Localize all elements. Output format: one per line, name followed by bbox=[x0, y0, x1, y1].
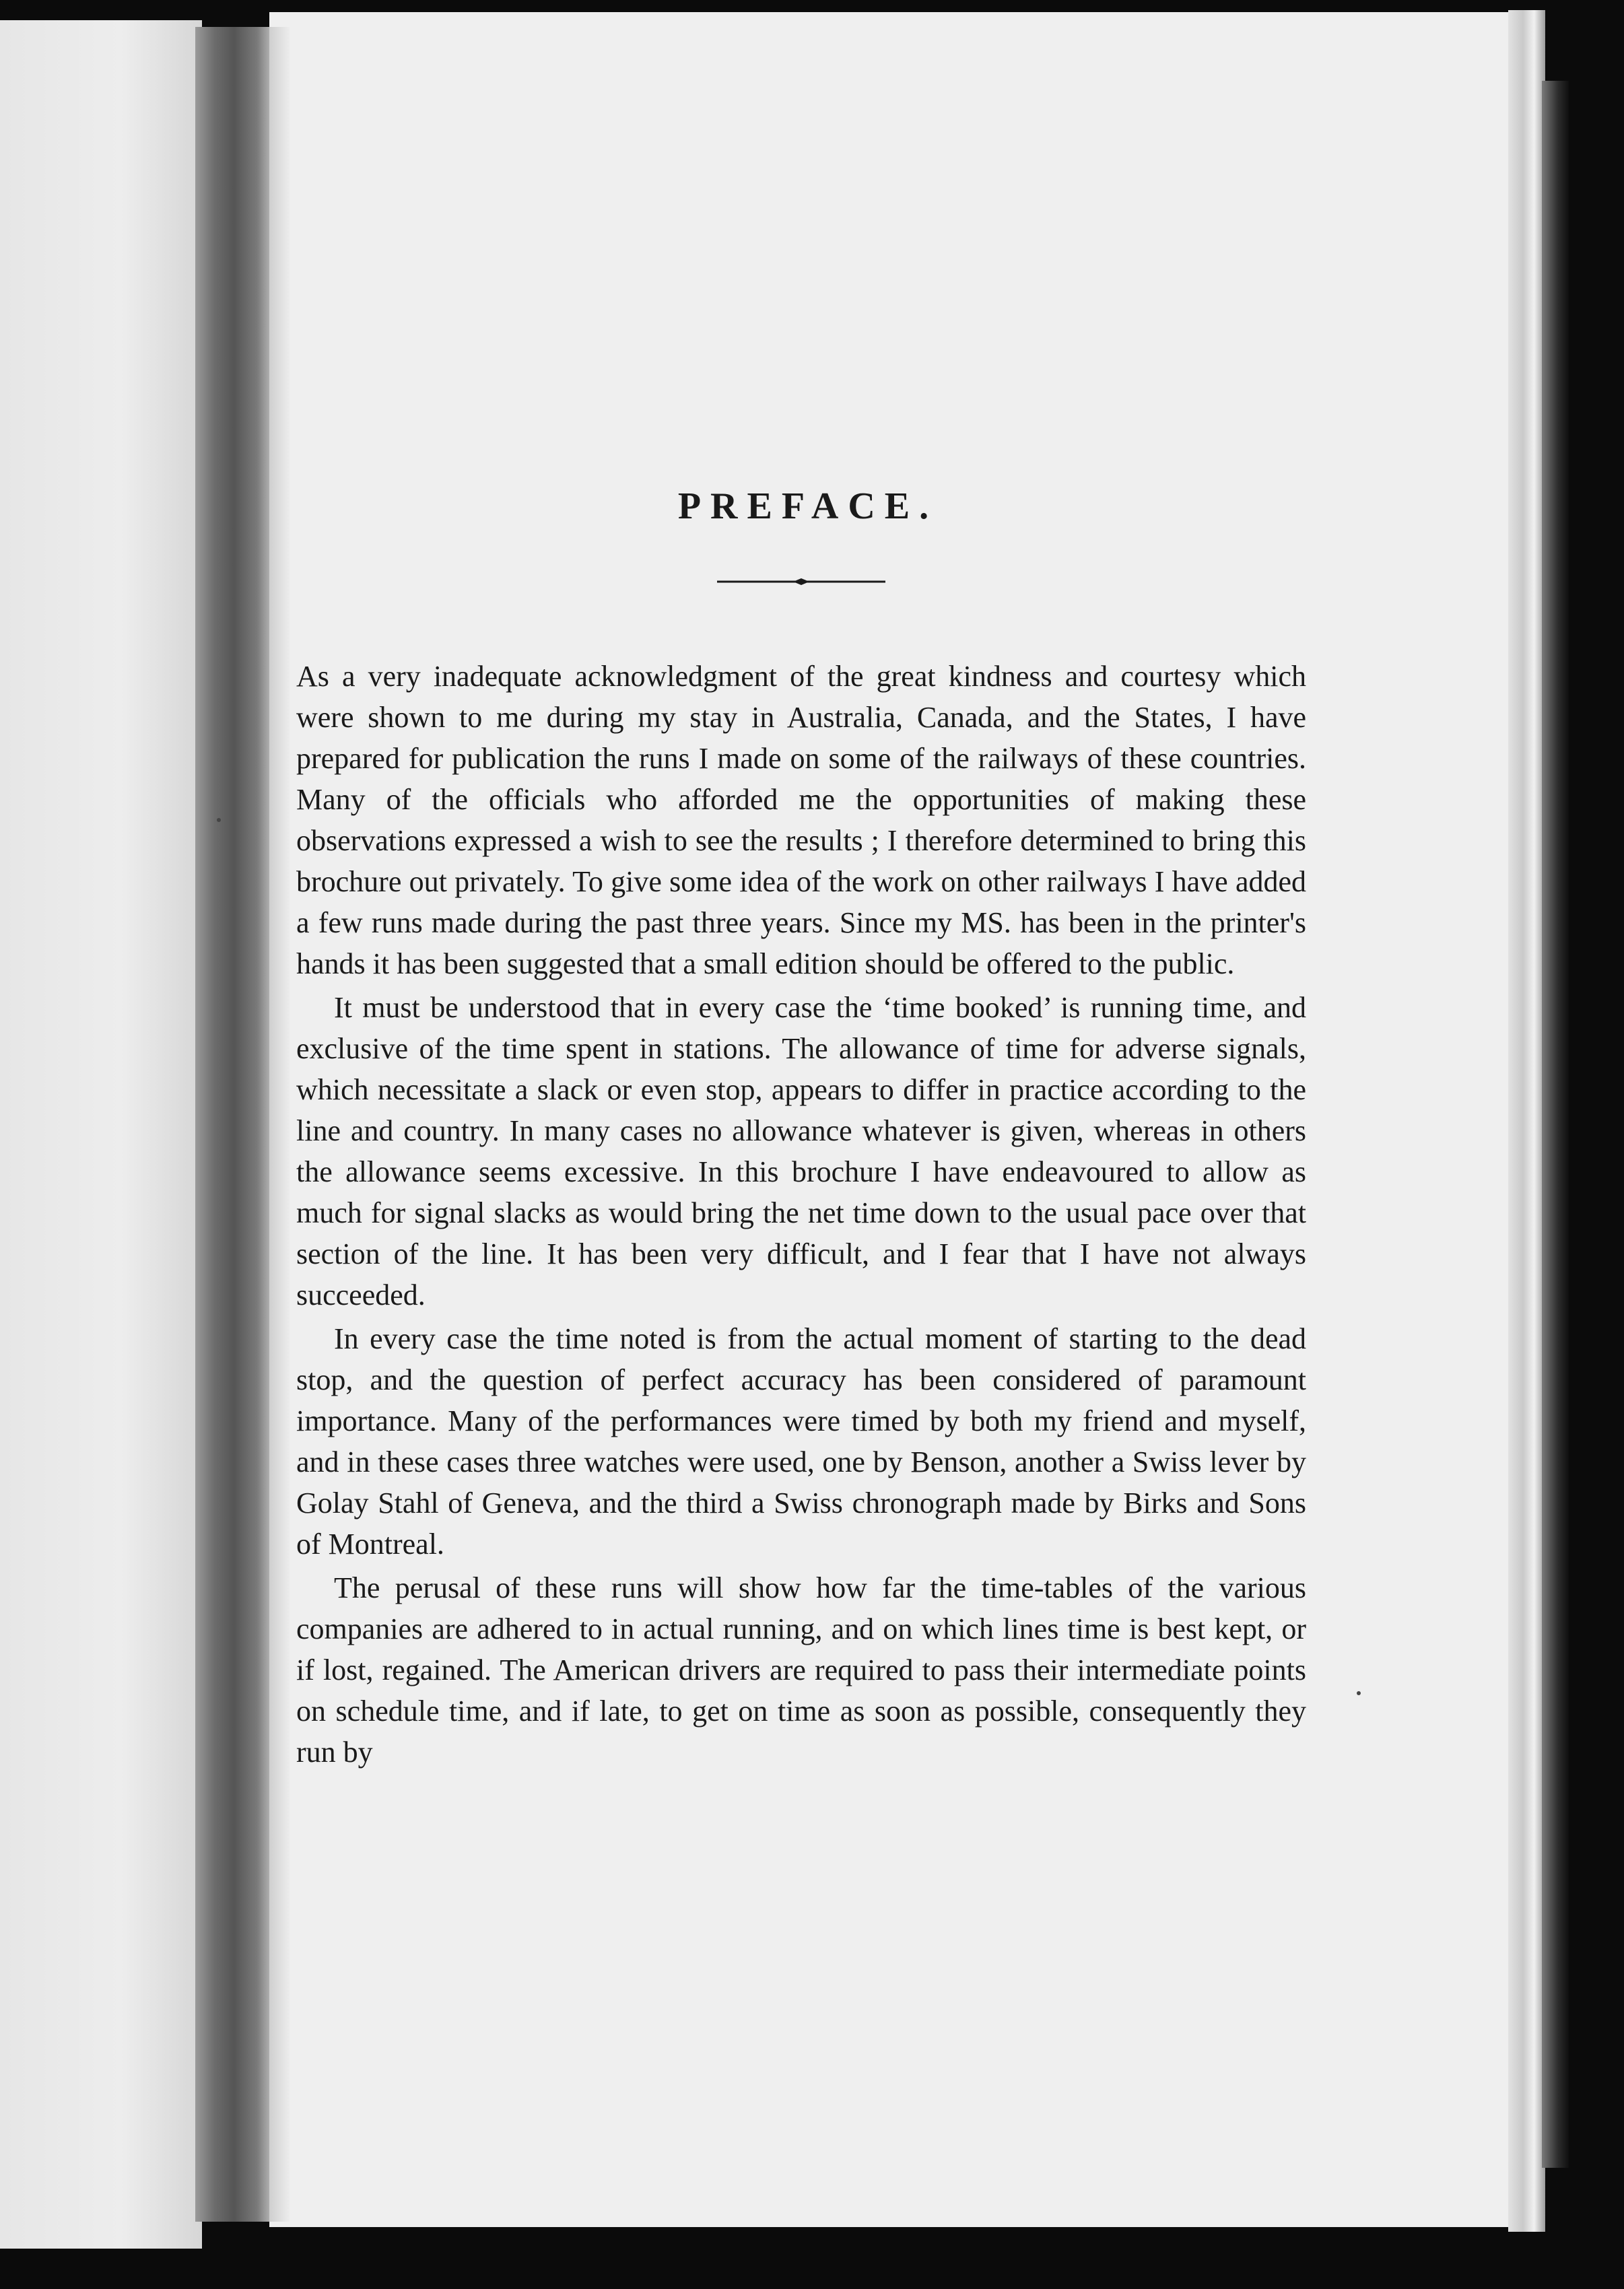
preface-paragraph-1: As a very inadequate acknowledgment of the great kindness and courtesy which were shown to me during my stay in Australia, Canada, and the States, I have prepared for publication the runs I made on some of the railways of these countries. Many of the officials who afforded me the opportunities of making these observations expressed a wish to see the results ; I therefore determined to bring this brochure out privately. To give some idea of the work on other railways I have added a few runs made during the past three years. Since my MS. has been in the printer's hands it has been suggested that a small edition should be offered to the public. bbox=[296, 660, 1306, 980]
page-title: PREFACE. bbox=[677, 485, 939, 527]
preface-paragraph-4: The perusal of these runs will show how far the time-tables of the various companies are adhered to in actual running, and on which lines time is best kept, or if lost, regained. The American drivers are required to pass their intermediate points on schedule time, and if late, to get on time as soon as possible, consequently they run by bbox=[296, 1571, 1306, 1769]
book-gutter bbox=[195, 27, 273, 2222]
rule-with-diamond-ornament-icon bbox=[717, 575, 885, 588]
preface-paragraph-3: In every case the time noted is from the actual moment of starting to the dead stop, and the question of perfect accuracy has been considered of paramount importance. Many of the performances were timed by both my friend and myself, and in these cases three watches were used, one by Benson, another a Swiss lever by Golay Stahl of Geneva, and the third a Swiss chronograph made by Birks and Sons of Montreal. bbox=[296, 1322, 1306, 1561]
preface-text-block bbox=[296, 485, 1306, 1773]
book-edge-shadow bbox=[1542, 81, 1569, 2168]
print-speck bbox=[1357, 1691, 1361, 1695]
print-speck bbox=[217, 818, 221, 822]
preface-paragraph-2: It must be understood that in every case the ‘time booked’ is running time, and exclusive of the time spent in stations. The allowance of time for adverse signals, which necessitate a slack or even stop, appears to differ in practice according to the line and country. In many cases no allowance whatever is given, whereas in others the allowance seems excessive. In this brochure I have endeavoured to allow as much for signal slacks as would bring the net time down to the usual pace over that section of the line. It has been very difficult, and I fear that I have not always succeeded. bbox=[296, 991, 1306, 1311]
page-edges bbox=[1508, 10, 1545, 2232]
left-facing-page bbox=[0, 20, 202, 2249]
gutter-shadow bbox=[269, 27, 290, 2222]
